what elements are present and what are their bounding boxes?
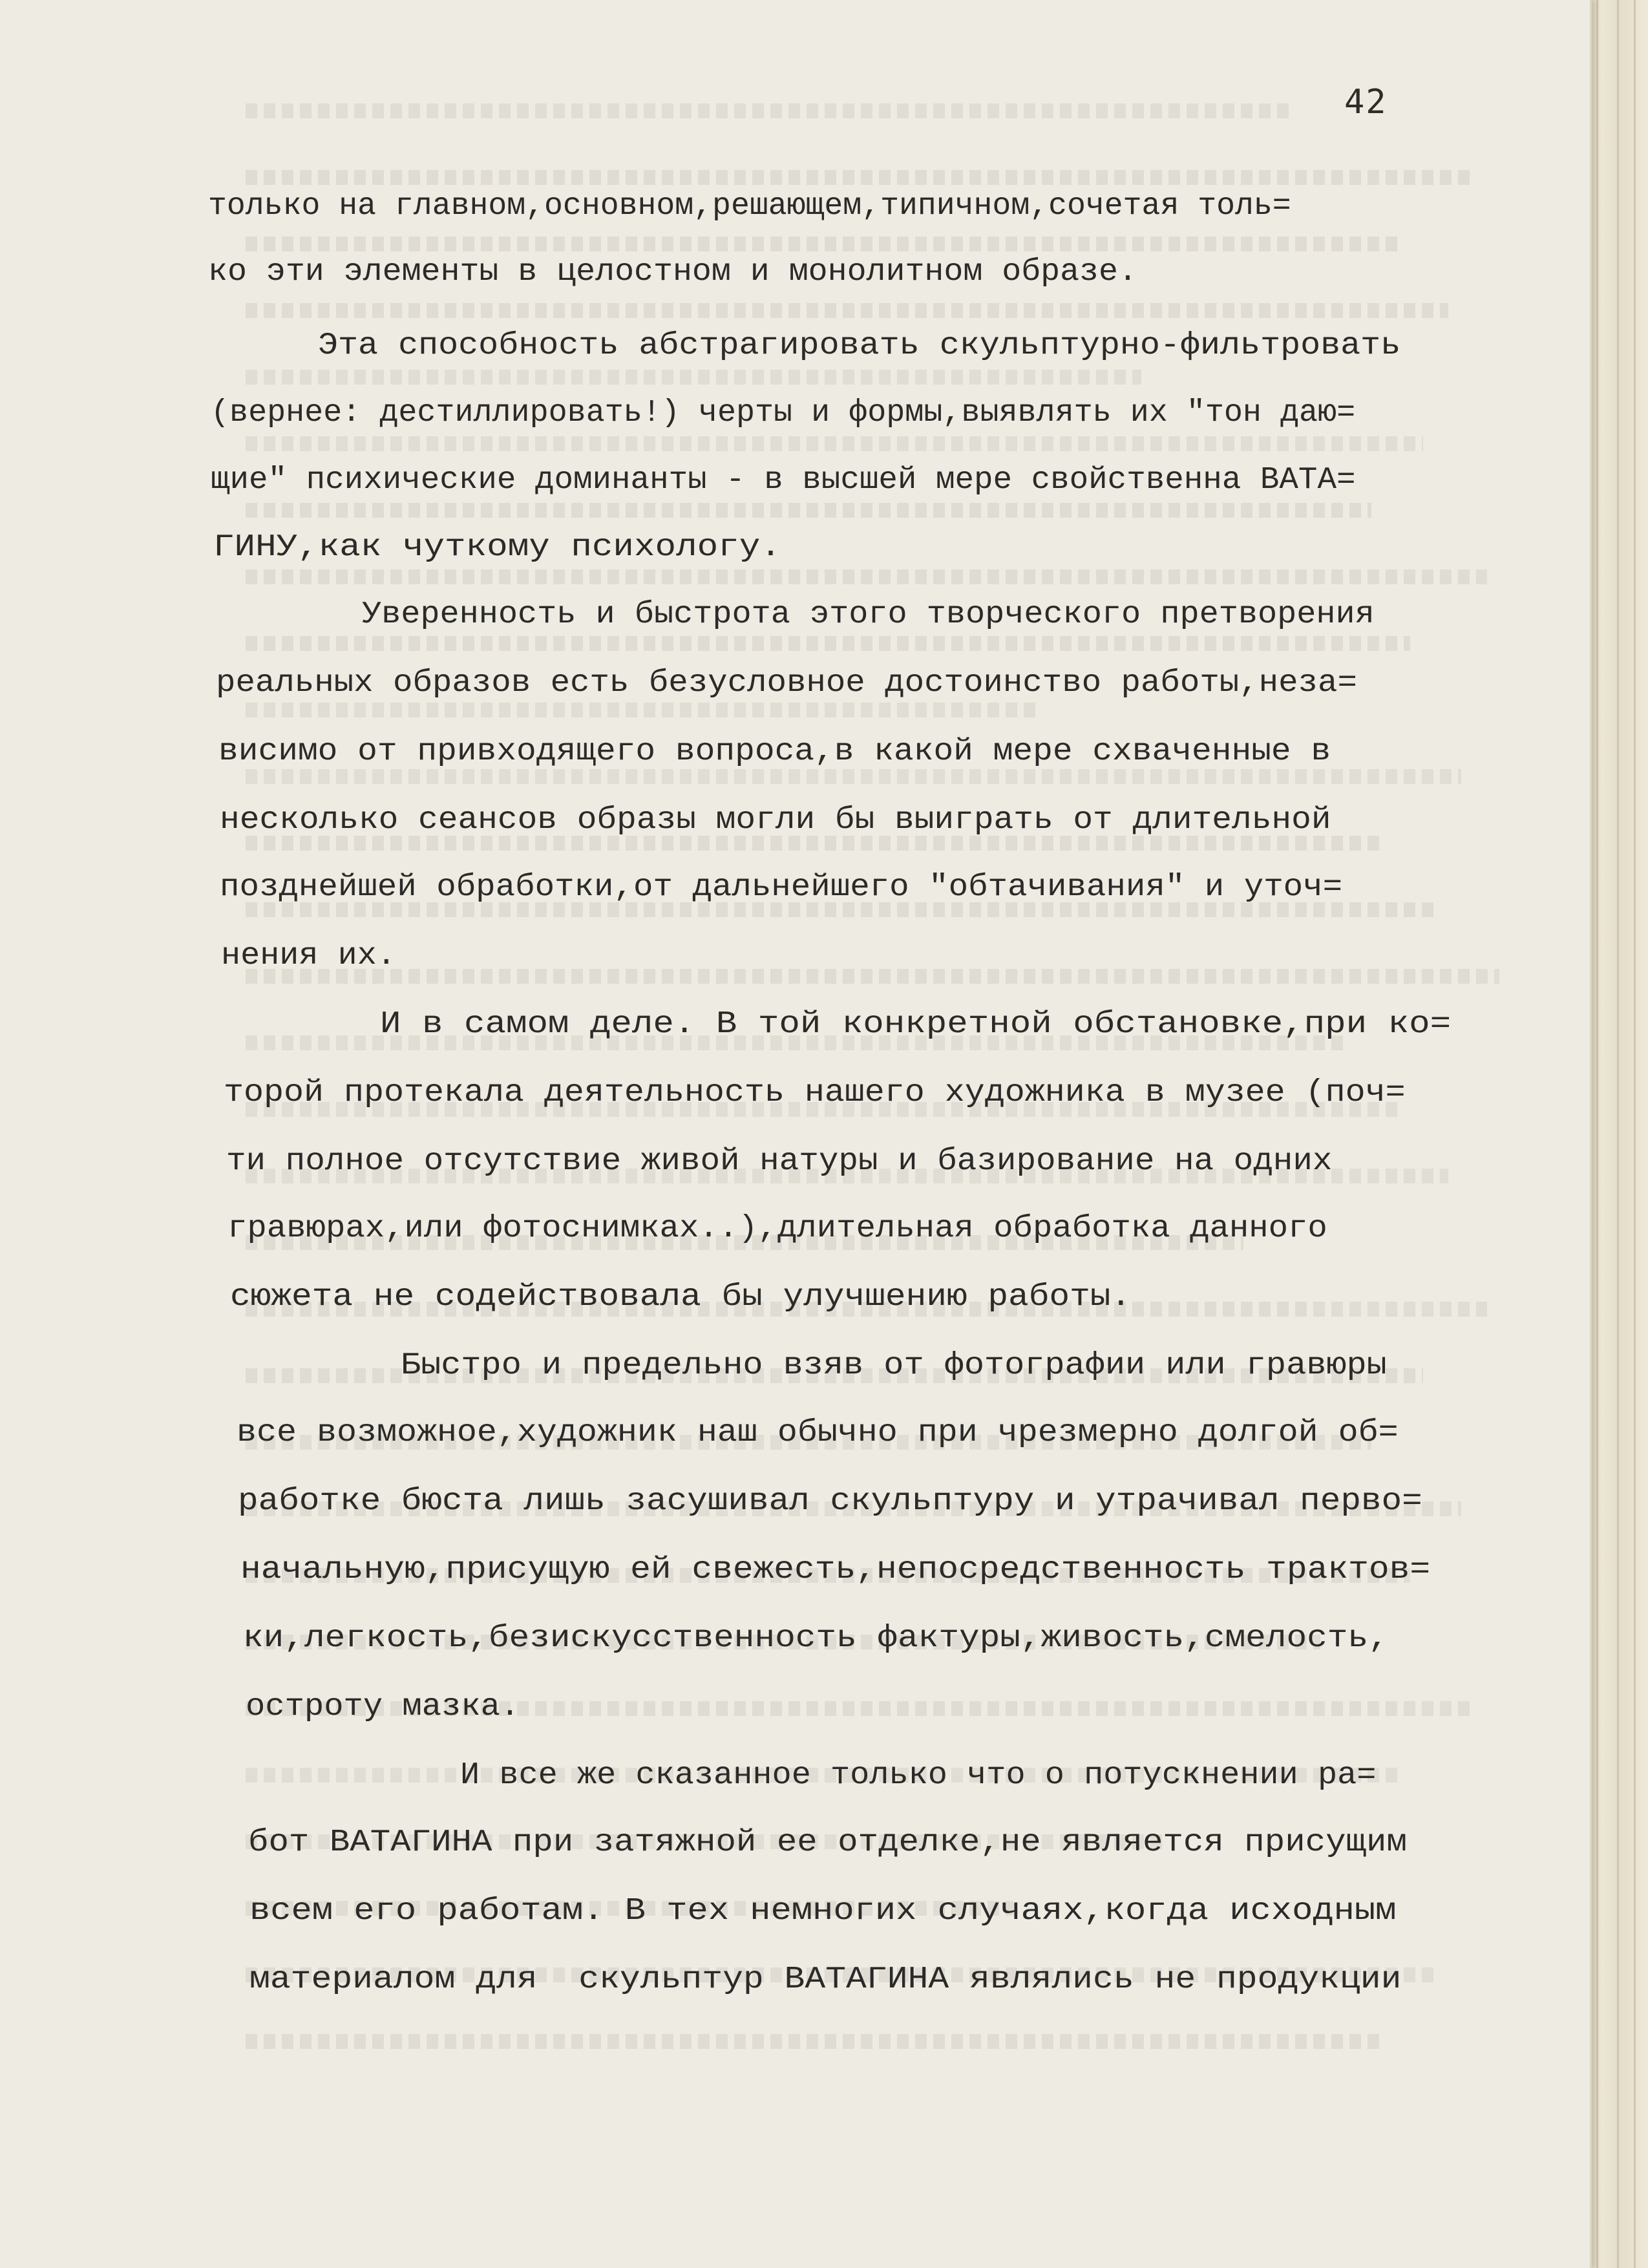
page-number: 42: [1344, 83, 1388, 122]
text-line: несколько сеансов образы могли бы выиграть от длительной: [220, 803, 1331, 838]
text-line: бот ВАТАГИНА при затяжной ее отделке,не является присущим: [248, 1825, 1407, 1860]
text-line: ти полное отсутствие живой натуры и базирование на одних: [226, 1144, 1333, 1179]
text-line: позднейшей обработки,от дальнейшего "обтачивания" и уточ=: [220, 870, 1343, 905]
text-line: ко эти элементы в целостном и монолитном образе.: [208, 255, 1137, 290]
text-line: торой протекала деятельность нашего художника в музее (поч=: [224, 1076, 1406, 1110]
text-line: И все же сказанное только что о потускнении ра=: [460, 1758, 1377, 1793]
text-line: ГИНУ,как чуткому психологу.: [213, 530, 781, 565]
text-line: нения их.: [221, 938, 396, 973]
text-line: сюжета не содействовала бы улучшению работы.: [230, 1280, 1132, 1315]
text-line: И в самом деле. В той конкретной обстановке,при ко=: [380, 1007, 1452, 1042]
text-line: щие" психические доминанты - в высшей мере свойственна ВАТА=: [211, 463, 1356, 498]
text-line: только на главном,основном,решающем,типичном,сочетая толь=: [208, 189, 1291, 224]
text-line: гравюрах,или фотоснимках..),длительная обработка данного: [227, 1211, 1327, 1246]
text-line: ки,легкость,безискусственность фактуры,живость,смелость,: [243, 1621, 1389, 1656]
text-line: начальную,присущую ей свежесть,непосредственность трактов=: [240, 1553, 1431, 1587]
text-line: все возможное,художник наш обычно при чрезмерно долгой об=: [237, 1415, 1399, 1450]
text-line: Уверенность и быстрота этого творческого претворения: [362, 597, 1375, 632]
text-line: Эта способность абстрагировать скульптурно-фильтровать: [318, 328, 1401, 363]
text-line: (вернее: дестиллировать!) черты и формы,выявлять их "тон даю=: [211, 396, 1356, 430]
text-line: материалом для скульптур ВАТАГИНА являлись не продукции: [249, 1962, 1402, 1997]
text-line: работке бюста лишь засушивал скульптуру и утрачивал перво=: [238, 1484, 1422, 1519]
text-line: остроту мазка.: [246, 1690, 520, 1724]
text-line: реальных образов есть безусловное достоинство работы,неза=: [216, 666, 1357, 701]
text-line: всем его работам. В тех немногих случаях,когда исходным: [249, 1894, 1397, 1929]
text-line: Быстро и предельно взяв от фотографии или гравюры: [401, 1348, 1387, 1383]
text-line: висимо от привходящего вопроса,в какой мере схваченные в: [218, 734, 1331, 769]
